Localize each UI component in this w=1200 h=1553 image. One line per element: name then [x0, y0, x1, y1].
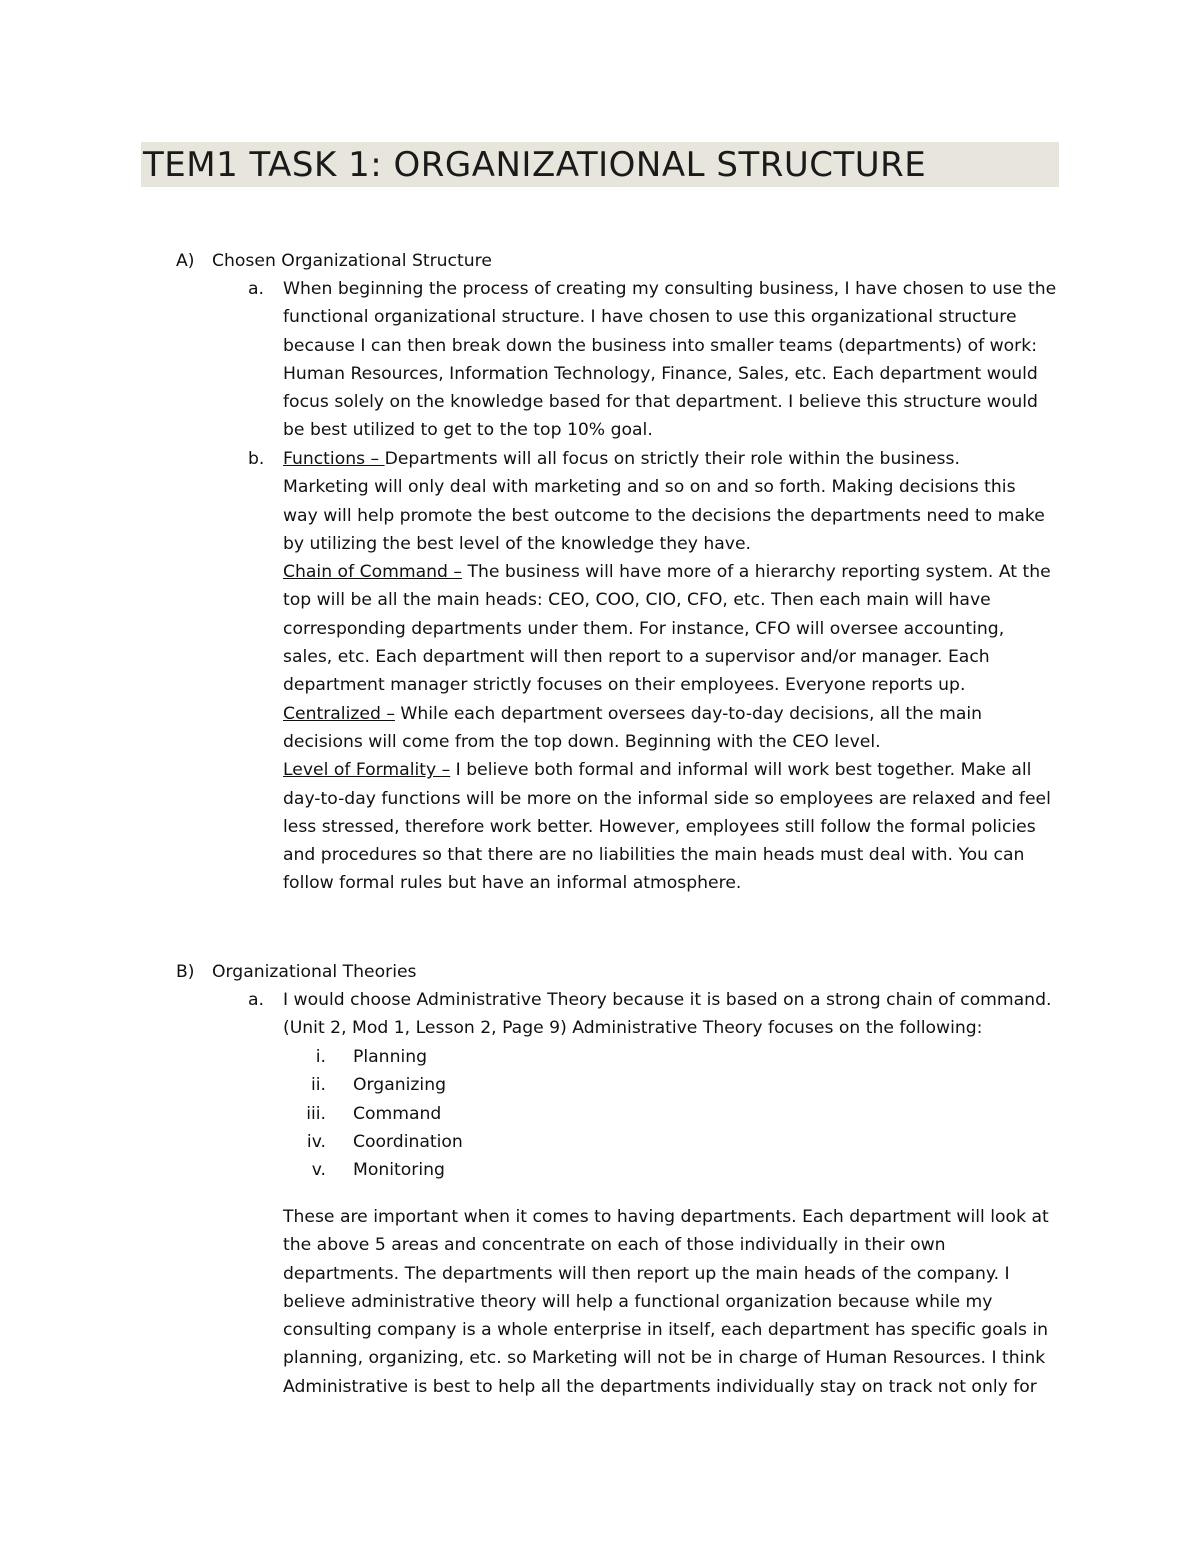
- paragraph-line: When beginning the process of creating my consulting business, I have chosen to use the: [283, 279, 1057, 299]
- formality-text: I believe both formal and informal will work best together. Make all: [450, 760, 1032, 781]
- centralized-line: [283, 700, 1073, 728]
- section-a-heading: Chosen Organizational Structure: [212, 251, 492, 271]
- section-b-marker: B): [176, 962, 195, 982]
- paragraph-line: less stressed, therefore work better. However, employees still follow the formal policies: [283, 816, 1036, 837]
- section-b-item-a-marker: a.: [248, 990, 264, 1010]
- list-item-text: Planning: [353, 1047, 428, 1067]
- list-item-number: iii.: [306, 1103, 326, 1124]
- list-item-text: Monitoring: [353, 1160, 445, 1181]
- paragraph-line: day-to-day functions will be more on the informal side so employees are relaxed and feel: [283, 788, 1051, 809]
- paragraph-line: These are important when it comes to having departments. Each department will look at: [283, 1207, 1049, 1227]
- paragraph-line: department manager strictly focuses on their employees. Everyone reports up.: [283, 675, 966, 696]
- paragraph-line: because I can then break down the business into smaller teams (departments) of work:: [283, 335, 1037, 356]
- section-a-item-b-paragraph: [283, 445, 1073, 898]
- paragraph-line: way will help promote the best outcome to the decisions the departments need to make: [283, 505, 1045, 526]
- list-item: [283, 1128, 683, 1156]
- list-item-number: i.: [315, 1047, 326, 1067]
- paragraph-line: top will be all the main heads: CEO, COO, CIO, CFO, etc. Then each main will have: [283, 590, 991, 611]
- formality-line: [283, 756, 1073, 784]
- centralized-label: Centralized –: [283, 703, 395, 724]
- paragraph-line: consulting company is a whole enterprise in itself, each department has specific goals in: [283, 1320, 1049, 1341]
- page-title: TEM1 TASK 1: ORGANIZATIONAL STRUCTURE: [143, 145, 927, 185]
- chain-of-command-text: The business will have more of a hierarchy reporting system. At the: [461, 562, 1051, 583]
- section-a-item-b-marker: b.: [248, 449, 265, 469]
- chain-of-command-line: [283, 558, 1073, 586]
- paragraph-line: be best utilized to get to the top 10% goal.: [283, 420, 653, 441]
- list-item-text: Organizing: [353, 1075, 447, 1096]
- functions-line: [283, 445, 1073, 473]
- paragraph-line: Human Resources, Information Technology, Finance, Sales, etc. Each department would: [283, 363, 1038, 384]
- centralized-text: While each department oversees day-to-day decisions, all the main: [394, 703, 983, 724]
- paragraph-line: corresponding departments under them. For instance, CFO will oversee accounting,: [283, 618, 1005, 639]
- paragraph-line: and procedures so that there are no liabilities the main heads must deal with. You can: [283, 845, 1025, 866]
- paragraph-line: Administrative is best to help all the departments individually stay on track not only for: [283, 1376, 1037, 1397]
- section-a-item-a-marker: a.: [248, 279, 264, 299]
- paragraph-line: focus solely on the knowledge based for that department. I believe this structure would: [283, 392, 1038, 413]
- formality-label: Level of Formality –: [283, 760, 451, 781]
- list-item-text: Command: [353, 1103, 442, 1124]
- list-item: [283, 1043, 683, 1071]
- paragraph-line: decisions will come from the top down. Beginning with the CEO level.: [283, 731, 881, 752]
- paragraph-line: by utilizing the best level of the knowledge they have.: [283, 533, 752, 554]
- paragraph-line: (Unit 2, Mod 1, Lesson 2, Page 9) Administrative Theory focuses on the following:: [283, 1018, 983, 1039]
- paragraph-line: I would choose Administrative Theory because it is based on a strong chain of command.: [283, 990, 1052, 1010]
- chain-of-command-label: Chain of Command –: [283, 562, 462, 583]
- section-b-item-a-paragraph: [283, 986, 1073, 1043]
- functions-text: Departments will all focus on strictly their role within the business.: [384, 449, 960, 469]
- paragraph-line: follow formal rules but have an informal atmosphere.: [283, 873, 742, 894]
- list-item: [283, 1071, 683, 1099]
- list-item: [283, 1100, 683, 1128]
- list-item-text: Coordination: [353, 1131, 463, 1152]
- list-item-number: iv.: [306, 1131, 326, 1152]
- list-item: [283, 1156, 683, 1184]
- section-b-heading: Organizational Theories: [212, 962, 417, 982]
- functions-label: Functions –: [283, 449, 385, 469]
- list-item-number: v.: [311, 1160, 326, 1181]
- paragraph-line: functional organizational structure. I have chosen to use this organizational structure: [283, 307, 1017, 328]
- paragraph-line: Marketing will only deal with marketing and so on and so forth. Making decisions this: [283, 477, 1016, 498]
- roman-list: [283, 1043, 683, 1184]
- paragraph-line: the above 5 areas and concentrate on each of those individually in their own: [283, 1235, 946, 1256]
- paragraph-line: departments. The departments will then report up the main heads of the company. I: [283, 1263, 1010, 1284]
- paragraph-line: planning, organizing, etc. so Marketing will not be in charge of Human Resources. I think: [283, 1348, 1046, 1369]
- list-item-number: ii.: [310, 1075, 326, 1096]
- section-a-marker: A): [176, 251, 195, 271]
- closing-paragraph: [283, 1203, 1073, 1401]
- paragraph-line: believe administrative theory will help a functional organization because while my: [283, 1291, 993, 1312]
- paragraph-line: sales, etc. Each department will then report to a supervisor and/or manager. Each: [283, 647, 990, 668]
- section-a-item-a-paragraph: [283, 275, 1073, 445]
